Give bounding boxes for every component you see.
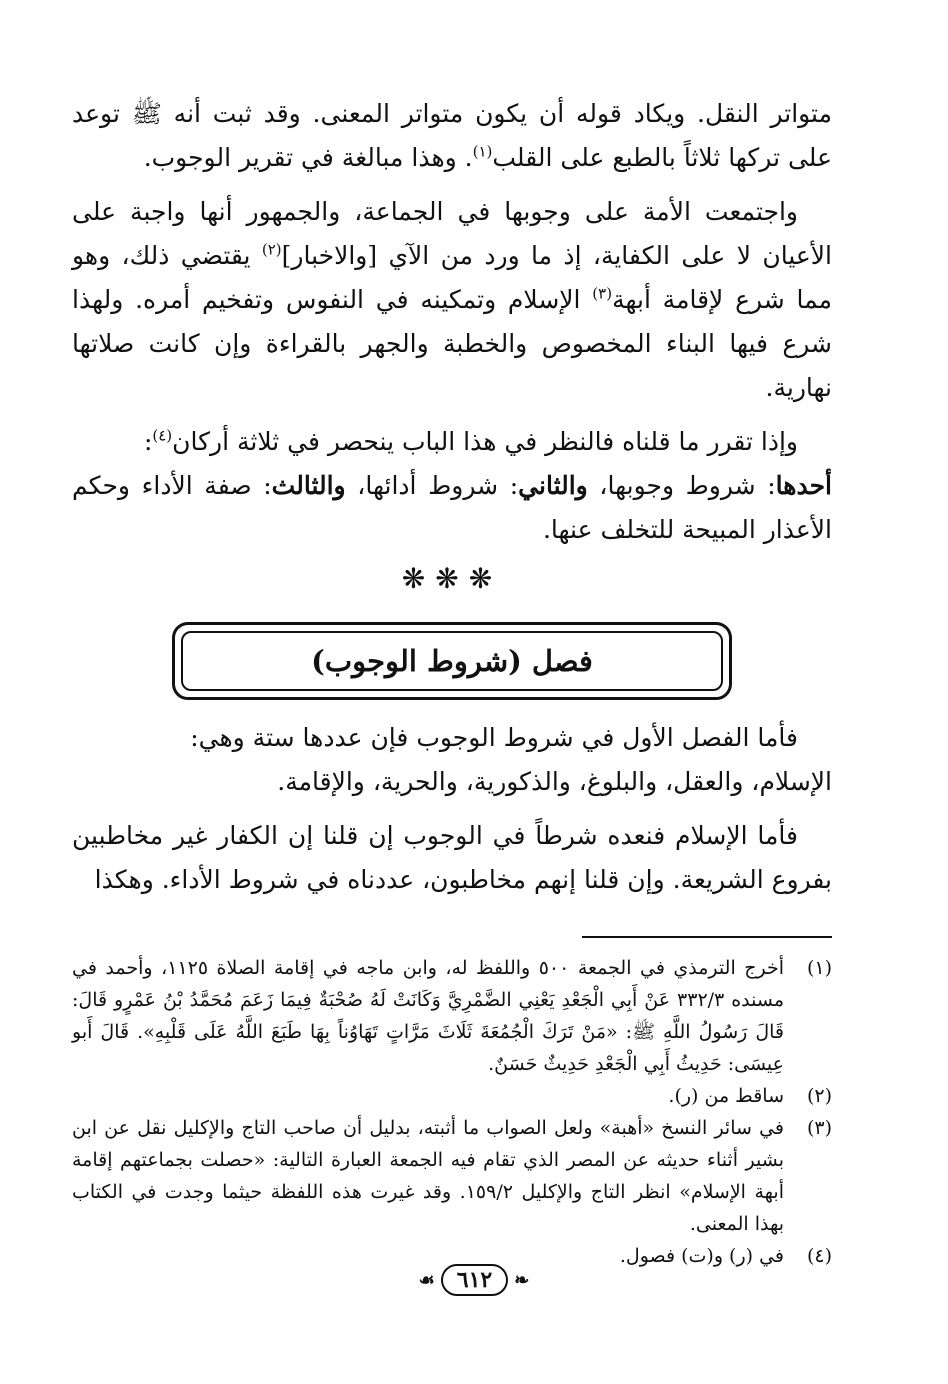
section-paragraph-2: الإسلام، والعقل، والبلوغ، والذكورية، والحرية، والإقامة. [277, 767, 832, 796]
section-title-frame [172, 622, 732, 700]
section-paragraph-1: فأما الفصل الأول في شروط الوجوب فإن عددها ستة وهي: [190, 723, 798, 752]
flourish-icon: ☙ [418, 1269, 435, 1291]
paragraph-3 [72, 420, 832, 464]
paragraph-2 [72, 190, 832, 410]
footnote-divider [582, 936, 832, 938]
footnote-number: (٤) [806, 1245, 832, 1267]
footnotes [72, 952, 832, 1272]
footnote-number: (١) [806, 957, 832, 979]
page-body [72, 92, 832, 1272]
footnote-number: (٢) [806, 1085, 832, 1107]
text-run: . وهذا مبالغة في تقرير الوجوب. [143, 143, 473, 172]
footnote-ref-4[interactable]: (٤) [152, 426, 173, 445]
footnote-1 [72, 952, 832, 1080]
page-number-ornament [384, 1262, 564, 1298]
paragraph-1 [72, 92, 832, 180]
page-number: ٦١٢ [441, 1264, 508, 1296]
footnote-2 [72, 1080, 832, 1112]
text-run: الإسلام وتمكينه في النفوس وتفخيم أمره. ولهذا شرع فيها البناء المخصوص والخطبة والجهر بالقراءة وإن كانت صلاتها نهارية. [72, 285, 832, 402]
footnote-text: في سائر النسخ «أهبة» ولعل الصواب ما أثبته، بدليل أن صاحب التاج والإكليل نقل عن ابن بشير أثناء حديثه عن المصر الذي تقام فيه الجمعة العبارة التالية: «حصلت بجماعتهم إقامة أبهة الإسلام» انظر التاج والإكليل ١٥٩/٢. وقد غيرت هذه اللفظة حيثما وجدت في الكتاب بهذا المعنى. [72, 1117, 784, 1235]
footnote-number: (٣) [806, 1117, 832, 1139]
footnote-3 [72, 1112, 832, 1240]
bold-term: والثاني [518, 471, 588, 500]
bold-term: والثالث [271, 471, 346, 500]
bold-term: أحدها [775, 471, 832, 500]
footnote-text: في (ر) و(ت) فصول. [619, 1245, 784, 1267]
text-run: متواتر النقل. ويكاد قوله أن يكون متواتر المعنى. وقد ثبت أنه ﷺ توعد على تركها ثلاثاً بالطبع على القلب [72, 99, 832, 172]
text-run: واجتمعت الأمة على وجوبها في الجماعة، والجمهور أنها واجبة على الأعيان لا على الكفاية، إذ ما ورد من الآي [والاخبار] [72, 197, 832, 270]
section-separator: ❋❋❋ [401, 562, 503, 595]
text-run: وإذا تقرر ما قلناه فالنظر في هذا الباب ينحصر في ثلاثة أركان [172, 427, 798, 456]
section-title: فصل (شروط الوجوب) [311, 644, 593, 678]
text-run: : شروط وجوبها، [587, 471, 776, 500]
text-run: : شروط أدائها، [345, 471, 519, 500]
flourish-icon: ❧ [514, 1269, 530, 1291]
paragraph-4 [72, 464, 832, 552]
text-run: : [143, 427, 153, 456]
footnote-text: ساقط من (ر). [668, 1085, 784, 1107]
text-run: يقتضي ذلك، وهو مما شرع لإقامة أبهة [72, 241, 832, 314]
footnote-text: أخرج الترمذي في الجمعة ٥٠٠ واللفظ له، وابن ماجه في إقامة الصلاة ١١٢٥، وأحمد في مسنده ٣٣٢/٣ عَنْ أَبِي الْجَعْدِ يَعْنِي الضَّمْرِيَّ وَكَانَتْ لَهُ صُحْبَةٌ فِيمَا زَعَمَ مُحَمَّدُ بْنُ عَمْرٍو قَالَ: قَالَ رَسُولُ اللَّهِ ﷺ: «مَنْ تَرَكَ الْجُمُعَةَ ثَلَاثَ مَرَّاتٍ تَهَاوُناً بِهَا طَبَعَ اللَّهُ عَلَى قَلْبِهِ». قَالَ أَبو عِيسَى: حَدِيثُ أَبِي الْجَعْدِ حَدِيثٌ حَسَنٌ. [72, 957, 784, 1075]
footnote-ref-3[interactable]: (٣) [592, 284, 613, 303]
footnote-ref-2[interactable]: (٢) [261, 240, 282, 259]
section-paragraph-3: فأما الإسلام فنعده شرطاً في الوجوب إن قلنا إن الكفار غير مخاطبين بفروع الشريعة. وإن قلنا إنهم مخاطبون، عددناه في شروط الأداء. وهكذا [72, 821, 832, 894]
footnote-ref-1[interactable]: (١) [472, 142, 493, 161]
text-run: : صفة الأداء وحكم الأعذار المبيحة للتخلف عنها. [72, 471, 832, 544]
